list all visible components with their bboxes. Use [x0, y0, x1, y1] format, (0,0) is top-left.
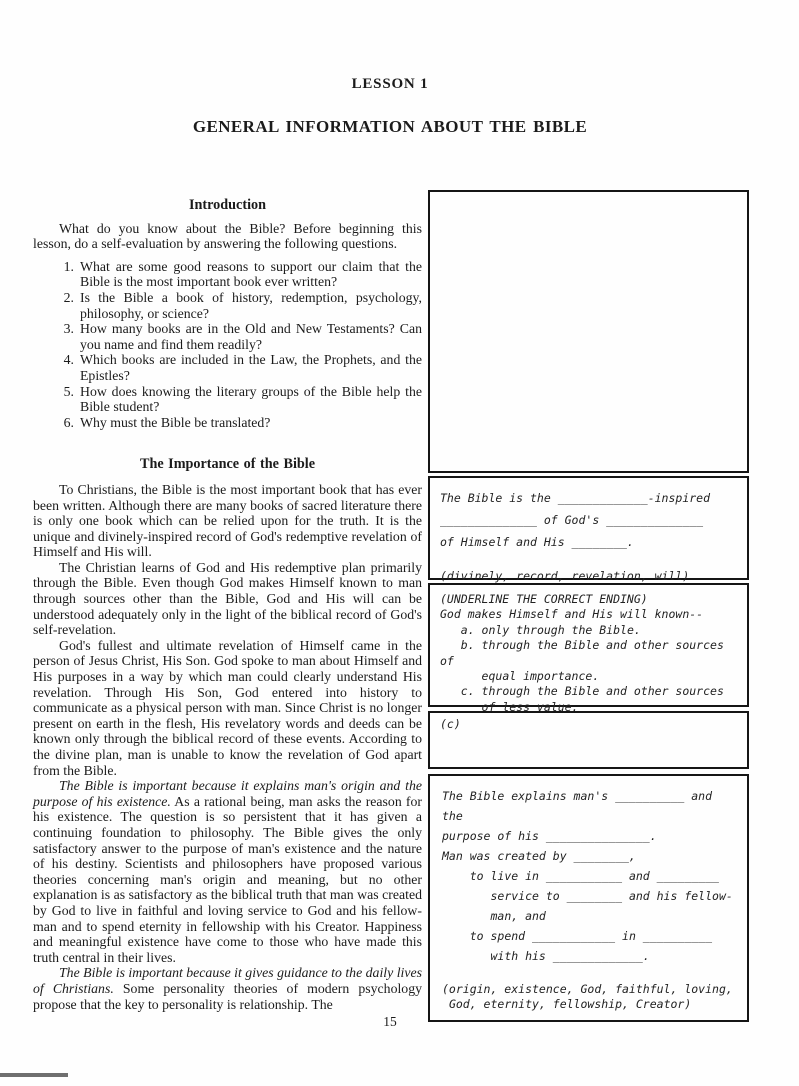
intro-lead-paragraph: What do you know about the Bible? Before beginning this lesson, do a self-evaluation by answering the following questions. [33, 220, 422, 252]
body-paragraph [33, 965, 422, 1012]
paragraph-text: To Christians, the Bible is the most important book that has ever been written. Although there are many books of sacred literature there is only one book which can be relied upon for the truth. It is the unique and divinely-inspired record of God's redemptive revelation of Himself and His will. [33, 481, 422, 560]
frame-answer-key: (c) [440, 717, 461, 732]
question-list [33, 259, 422, 431]
lesson-title: LESSON 1 [351, 76, 429, 92]
question-number: 6. [63, 414, 74, 430]
choice-option-c-cont: of less value. [440, 699, 579, 714]
frame-line: service to ________ and his fellow- [442, 889, 733, 903]
choice-option-c: c. through the Bible and other sources [440, 684, 724, 699]
frame-line: with his _____________. [442, 949, 650, 963]
question-number: 3. [63, 321, 74, 337]
frame-line: God makes Himself and His will known-- [440, 607, 704, 622]
page-title: GENERAL INFORMATION ABOUT THE BIBLE [192, 117, 588, 136]
question-item [33, 352, 422, 383]
frame-line: purpose of his _______________. [442, 829, 657, 843]
body-column [33, 198, 422, 1012]
frame-line: The Bible is the _____________-inspired [440, 491, 711, 505]
frame-instruction: (UNDERLINE THE CORRECT ENDING) [440, 592, 648, 606]
body-paragraph [33, 560, 422, 638]
paragraph-lead-italic: The Bible is important because it explains man's origin and the purpose of his existence. [33, 778, 422, 809]
paragraph-text: Some personality theories of modern psychology propose that the key to personality is relationship. The [33, 980, 422, 1012]
body-paragraph [33, 778, 422, 965]
question-item [33, 259, 422, 290]
question-item [33, 384, 422, 415]
frame-line: to spend ____________ in __________ [442, 929, 713, 943]
paragraph-text: As a rational being, man asks the reason for his existence. The question is so persistent that it has given a continuing foundation to philosophy. The Bible gives the only satisfactory answer to the purpose of man's existence and the nature of his destiny. Scientists and philosophers have proposed various theories concerning man's origin and meaning, but no other explanation is as satisfactory as the biblical truth that man was created by God to live in faithful and loving service to God and his fellow-man and to spend eternity in fellowship with his Creator. Happiness and meaningful existence have come to those who have made this truth central in their lives. [33, 793, 422, 965]
frame-line: The Bible explains man's __________ and the [442, 789, 719, 823]
frame-line: ______________ of God's ______________ [440, 513, 704, 527]
question-item [33, 290, 422, 321]
response-frame-empty-top [428, 190, 749, 473]
question-item [33, 415, 422, 431]
frame-line: man, and [442, 909, 546, 923]
body-paragraph [33, 482, 422, 560]
frame-line: to live in ___________ and _________ [442, 869, 719, 883]
paragraph-text: God's fullest and ultimate revelation of Himself came in the person of Jesus Christ, His Son. God spoke to man about Himself and His purposes in a way by which man could clearly understand His revelation. Through His Son, God entered into history to communicate as a physical person with man. Since Christ is no longer present on earth in the flesh, His revelatory words and deeds can be known only through the biblical record of these events. According to the divine plan, man is unable to know the revelation of God apart from the Bible. [33, 637, 422, 778]
question-number: 4. [63, 352, 74, 368]
question-text: How does knowing the literary groups of the Bible help the Bible student? [80, 383, 422, 415]
question-text: What are some good reasons to support our claim that the Bible is the most important book ever written? [80, 258, 422, 290]
frame-answer-line: God, eternity, fellowship, Creator) [442, 997, 692, 1011]
frame-answer-line: (origin, existence, God, faithful, loving, [442, 982, 733, 996]
question-text: How many books are in the Old and New Testaments? Can you name and find them readily? [80, 321, 422, 352]
body-paragraph [33, 638, 422, 778]
response-frame-multiple-choice [428, 583, 749, 732]
page-header [0, 76, 780, 137]
frame-line: Man was created by ________, [442, 849, 636, 863]
worksheet-frame-column [428, 190, 749, 1022]
question-text: Which books are included in the Law, the Prophets, and the Epistles? [80, 352, 422, 383]
frame-line: of Himself and His ________. [440, 535, 634, 549]
importance-heading: The Importance of the Bible [139, 456, 316, 473]
question-text: Why must the Bible be translated? [80, 414, 271, 430]
response-frame-fill-blanks-1 [428, 476, 749, 583]
paragraph-text: The Christian learns of God and His redemptive plan primarily through the Bible. Even though God makes Himself known to man through sources other than the Bible, God and His will can be understood adequately only in the light of the biblical record of God's self-revelation. [33, 559, 422, 638]
choice-option-a: a. only through the Bible. [440, 622, 641, 637]
question-number: 5. [63, 383, 74, 399]
intro-heading: Introduction [189, 197, 266, 213]
frame-answer-key: (divinely, record, revelation, will) [440, 569, 690, 583]
paragraph-lead-italic: The Bible is important because it gives guidance to the daily lives of Christians. [33, 965, 422, 996]
page-number: 15 [383, 1014, 397, 1029]
question-item [33, 321, 422, 352]
response-frame-fill-blanks-2 [428, 774, 749, 1022]
scan-artifact-bar [0, 1073, 68, 1077]
frame-answer-key [442, 982, 737, 1012]
question-number: 1. [63, 258, 74, 274]
question-number: 2. [63, 289, 74, 305]
choice-option-b: b. through the Bible and other sources of [440, 638, 731, 668]
choice-option-b-cont: equal importance. [440, 669, 600, 684]
response-frame-empty-middle [428, 711, 749, 769]
question-text: Is the Bible a book of history, redemption, psychology, philosophy, or science? [80, 289, 422, 321]
